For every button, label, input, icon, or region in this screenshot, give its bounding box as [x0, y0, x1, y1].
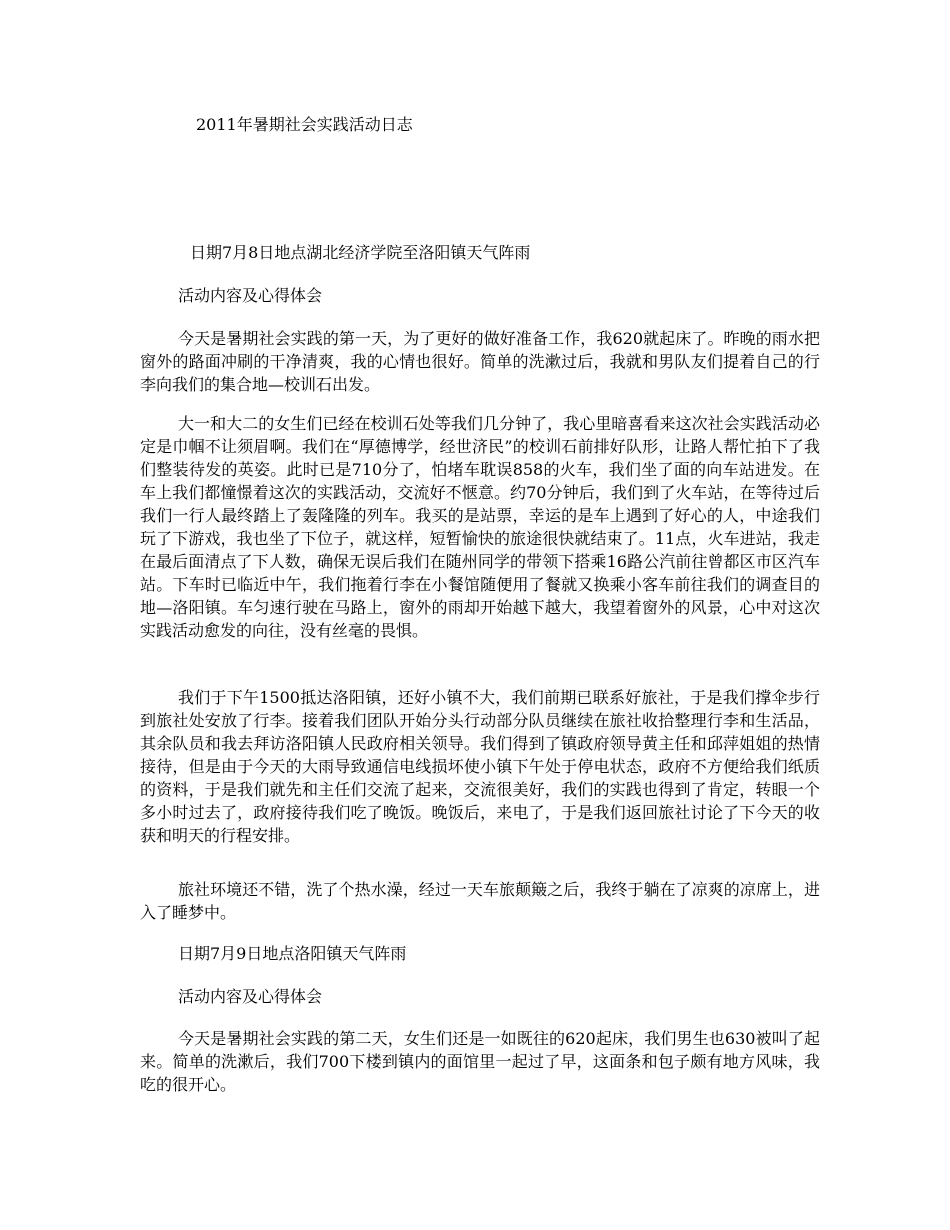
- day1-paragraph-3: [140, 686, 820, 847]
- day1-paragraph-2: [140, 412, 820, 642]
- day2-section-label: 活动内容及心得体会: [178, 987, 323, 1006]
- day1-paragraph-4: [140, 878, 820, 924]
- day1-paragraph-1: [140, 327, 820, 396]
- day1-section-label: 活动内容及心得体会: [178, 286, 323, 305]
- paragraph-text: 今天是暑期社会实践的第二天，女生们还是一如既往的620起床，我们男生也630被叫了起来。简单的洗漱后，我们700下楼到镇内的面馆里一起过了早，这面条和包子颇有地方风味，我吃的很开心。: [140, 1029, 820, 1094]
- paragraph-text: 我们于下午1500抵达洛阳镇，还好小镇不大，我们前期已联系好旅社，于是我们撑伞步行到旅社处安放了行李。接着我们团队开始分头行动部分队员继续在旅社收拾整理行李和生活品，其余队员和我去拜访洛阳镇人民政府相关领导。我们得到了镇政府领导黄主任和邱萍姐姐的热情接待，但是由于今天的大雨导致通信电线损坏使小镇下午处于停电状态，政府不方便给我们纸质的资料，于是我们就先和主任们交流了起来，交流很美好，我们的实践也得到了肯定，转眼一个多小时过去了，政府接待我们吃了晚饭。晚饭后，来电了，于是我们返回旅社讨论了下今天的收获和明天的行程安排。: [140, 688, 820, 845]
- paragraph-text: 旅社环境还不错，洗了个热水澡，经过一天车旅颠簸之后，我终于躺在了凉爽的凉席上，进入了睡梦中。: [140, 880, 820, 922]
- paragraph-text: 大一和大二的女生们已经在校训石处等我们几分钟了，我心里暗喜看来这次社会实践活动必定是巾帼不让须眉啊。我们在“厚德博学，经世济民”的校训石前排好队形，让路人帮忙拍下了我们整装待发的英姿。此时已是710分了，怕堵车耽误858的火车，我们坐了面的向车站进发。在车上我们都憧憬着这次的实践活动，交流好不惬意。约70分钟后，我们到了火车站，在等待过后我们一行人最终踏上了轰隆隆的列车。我买的是站票，幸运的是车上遇到了好心的人，中途我们玩了下游戏，我也坐了下位子，就这样，短暂愉快的旅途很快就结束了。11点，火车进站，我走在最后面清点了下人数，确保无误后我们在随州同学的带领下搭乘16路公汽前往曾都区市区汽车站。下车时已临近中午，我们拖着行李在小餐馆随便用了餐就又换乘小客车前往我们的调查目的地—洛阳镇。车匀速行驶在马路上，窗外的雨却开始越下越大，我望着窗外的风景，心中对这次实践活动愈发的向往，没有丝毫的畏惧。: [140, 414, 820, 640]
- day2-paragraph-1: [140, 1027, 820, 1096]
- document-title: 2011年暑期社会实践活动日志: [196, 115, 413, 134]
- day2-header: 日期7月9日地点洛阳镇天气阵雨: [178, 944, 407, 963]
- paragraph-text: 今天是暑期社会实践的第一天，为了更好的做好准备工作，我620就起床了。昨晚的雨水把窗外的路面冲刷的干净清爽，我的心情也很好。简单的洗漱过后，我就和男队友们提着自己的行李向我们的集合地—校训石出发。: [140, 329, 820, 394]
- day1-header: 日期7月8日地点湖北经济学院至洛阳镇天气阵雨: [190, 243, 531, 262]
